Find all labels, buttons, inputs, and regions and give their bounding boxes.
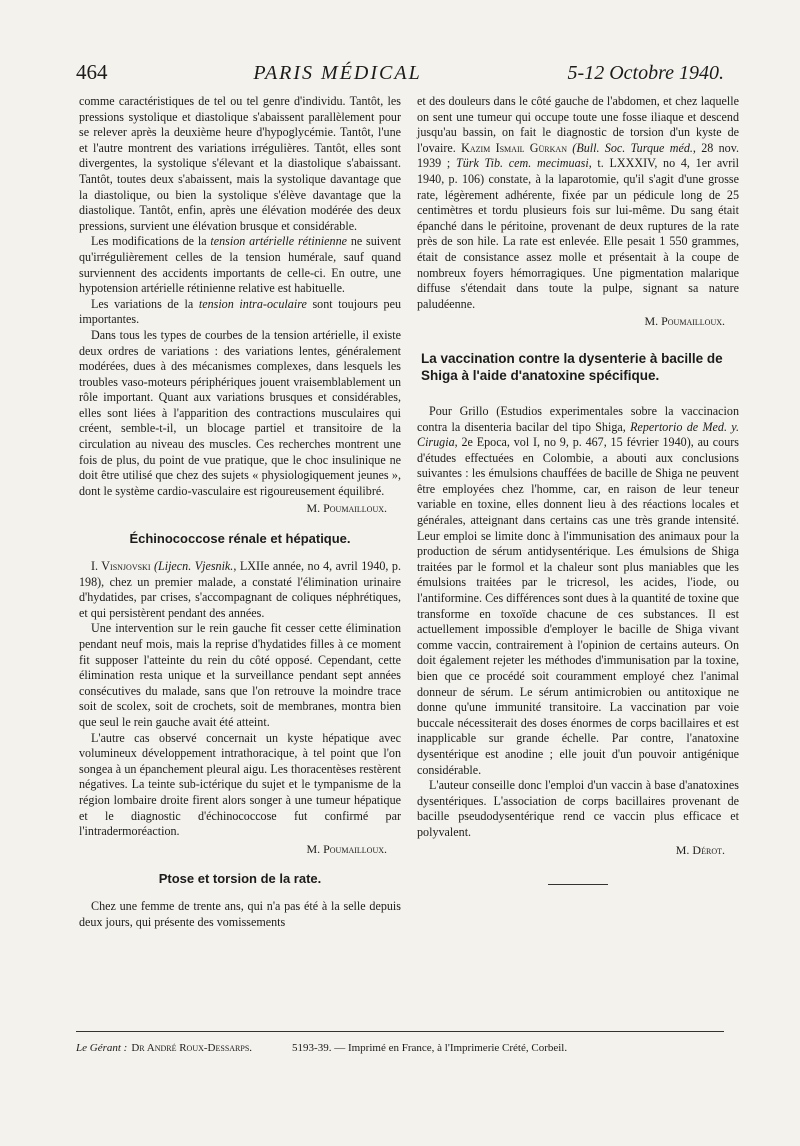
paragraph: I. Visnjovski (Lijecn. Vjesnik., LXIIe année, no 4, avril 1940, p. 198), chez un premier malade, a constaté l'élimination urinaire d'hydatides, par crises, s'accompagnant de coliques néphrétiques, et qui persistèrent pendant des années. bbox=[79, 559, 401, 620]
paragraph: et des douleurs dans le côté gauche de l'abdomen, et chez laquelle on sent une tumeur qui occupe toute une fosse iliaque et descend jusqu'au bassin, on fait le diagnostic de torsion d'un kyste de l'ovaire. Kazim Ismail Gürkan (Bull. Soc. Turque méd., 28 nov. 1939 ; Türk Tib. cem. mecimuasi, t. LXXXIV, no 4, 1er avril 1940, p. 106) constate, à la laparotomie, qu'il s'agit d'une grosse rate, légèrement adhérente, fixée par un pédicule long de 25 centimètres et tordu plusieurs fois sur lui-même. Du sang était épanché dans le péritoine, provenant de deux ruptures de la rate près de son hile. La rate est enlevée. Elle pesait 1 550 grammes, était de consistance assez molle et présentait à la coupe de nombreux foyers hémorragiques. Une pigmentation malarique diffuse s'étendait dans toute la pulpe, signant sa nature paludéenne. bbox=[417, 94, 739, 311]
printer-line: 5193-39. — Imprimé en France, à l'Imprimerie Crété, Corbeil. bbox=[292, 1042, 568, 1054]
author-name: Kazim Ismail Gürkan bbox=[461, 140, 567, 155]
article-title: Échinococcose rénale et hépatique. bbox=[129, 531, 351, 547]
article-title: Ptose et torsion de la rate. bbox=[158, 871, 322, 887]
footer-rule bbox=[76, 1031, 724, 1032]
emphasis: tension intra-oculaire bbox=[198, 296, 307, 311]
right-column bbox=[417, 94, 739, 885]
paragraph: Chez une femme de trente ans, qui n'a pas été à la selle depuis deux jours, qui présente des vomissements bbox=[79, 899, 401, 929]
paragraph: L'autre cas observé concernait un kyste hépatique avec volumineux développement intrathoracique, à tel point que l'on songea à un épanchement pleural aigu. Les thoracentèses restèrent négatives. La teinte sub-ictérique du sujet et le tympanisme de la région lombaire droite firent alors songer à une tumeur hépatique et le diagnostic d'échinococcose fut confirmé par l'intradermoréaction. bbox=[79, 730, 401, 839]
emphasis: tension artérielle rétinienne bbox=[210, 234, 347, 249]
citation: Repertorio de Med. y. Cirugia bbox=[417, 419, 739, 450]
page-number: 464 bbox=[76, 60, 108, 84]
article-title: La vaccination contre la dysenterie à bacille de Shiga à l'aide d'anatoxine spécifique. bbox=[421, 350, 723, 383]
paragraph: Pour Grillo (Estudios experimentales sobre la vaccinacion contra la disenteria bacilar del tipo Shiga, Repertorio de Med. y. Cirugia, 2e Epoca, vol I, no 9, p. 467, 15 février 1940), au cours d'études effectuées en Colombie, a abouti aux conclusions suivantes : les émulsions chauffées de bacille de Shiga ne peuvent être employées chez l'homme, car, en raison de leur teneur variable en toxine, elles donnent lieu à des réactions locales et générales, atteignant dans certains cas une très grande intensité. Leur emploi se limite donc à l'immunisation des animaux pour la production de sérum antidysentérique. Les émulsions de Shiga traitées par le formol et la chaleur sont plus maniables que les émulsions traitées par le tricresol, les acides, l'iode, ou l'antiformine. Ces différences sont dues à la quantité de toxine que transforme en toxoïde chacune de ces substances. Il est actuellement impossible d'employer le bacille de Shiga vivant comme vaccin, contrairement à l'opinion de certains auteurs. On doit également rejeter les méthodes d'immunisation par la toxine, bien que ce procédé soit couramment employé chez l'animal donneur de sérum. Le sérum antimicrobien ou antitoxique ne donne qu'une immunité transitoire. La vaccination par voie buccale nécessiterait des doses énormes de corps bacillaires et est inapplicable sur grande échelle. Par contre, l'anatoxine dysentérique est anodine ; elle jouit d'un pouvoir antigénique considérable. bbox=[417, 403, 739, 777]
section-divider bbox=[548, 884, 608, 885]
author-signature: M. Dérot. bbox=[675, 842, 725, 857]
page-header bbox=[76, 60, 724, 90]
author-name: I. Visnjovski bbox=[91, 559, 151, 574]
left-column bbox=[79, 94, 401, 931]
paragraph: Dans tous les types de courbes de la tension artérielle, il existe deux ordres de variations : des variations lentes, généralement modérées, dues à des mécanismes complexes, dans lesquels les troubles vaso-moteurs périphériques jouent vraisemblablement un rôle important. Quant aux variations brusques et considérables, elles sont liées à l'apparition des contractions musculaires qui créent, semble-t-il, un blocage partiel et transitoire de la circulation au niveau des muscles. Ces recherches montrent une fois de plus, du point de vue pratique, que le choc insulinique ne doit être utilisé que chez des sujets « physiologiquement jeunes », dont le système cardio-vasculaire est rigoureusement équilibré. bbox=[79, 327, 401, 498]
author-signature: M. Poumailloux. bbox=[644, 314, 725, 329]
gerant-name: Dr André Roux-Dessarps. bbox=[131, 1042, 253, 1054]
paragraph: Les variations de la tension intra-oculaire sont toujours peu importantes. bbox=[79, 296, 401, 327]
issue-date: 5-12 Octobre 1940. bbox=[567, 62, 724, 84]
paragraph: Les modifications de la tension artérielle rétinienne ne suivent qu'irrégulièrement celles de la tension humérale, sauf quand surviennent des accidents importants de celle-ci. En outre, une hypotension artérielle rétinienne relative est habituelle. bbox=[79, 234, 401, 296]
page-footer bbox=[76, 1042, 724, 1054]
journal-title: PARIS MÉDICAL bbox=[253, 62, 422, 84]
author-signature: M. Poumailloux. bbox=[306, 841, 387, 856]
gerant-label: Le Gérant : bbox=[76, 1042, 128, 1054]
paragraph: Une intervention sur le rein gauche fit cesser cette élimination pendant neuf mois, mais la reprise d'hydatides filles à ce moment fit supposer l'atteinte du rein du côté opposé. Cependant, cette élimination resta unique et la surveillance pendant sept années consécutives du malade, sans que l'on retrouve la moindre trace soit de scolex, soit de crochets, soit de membranes, montra bien que seul le rein gauche avait été atteint. bbox=[79, 621, 401, 729]
citation: Türk Tib. cem. mecimuasi bbox=[455, 156, 589, 171]
author-signature: M. Poumailloux. bbox=[306, 501, 387, 516]
citation: (Bull. Soc. Turque méd. bbox=[566, 140, 693, 155]
paragraph: L'auteur conseille donc l'emploi d'un vaccin à base d'anatoxines dysentériques. L'association de corps bacillaires provenant de bacille pseudodysentérique rend ce vaccin plus efficace et polyvalent. bbox=[417, 778, 739, 839]
citation: (Lijecn. Vjesnik. bbox=[150, 559, 234, 574]
paragraph: comme caractéristiques de tel ou tel genre d'individu. Tantôt, les pressions systolique et diastolique s'abaissent parallèlement pour se relever après la deuxième heure d'hypoglycémie. Tantôt, l'une et l'autre montrent des variations irrégulières. Tantôt, elles sont divergentes, la systolique s'élevant et la diastolique s'abaissant. Tantôt, toutes deux s'abaissent, mais la systolique davantage que la diastolique, ou bien la systolique s'élève davantage que la diastolique. Tantôt, enfin, après une élévation modérée des deux pressions, survient une élévation brusque et considérable. bbox=[79, 94, 401, 233]
